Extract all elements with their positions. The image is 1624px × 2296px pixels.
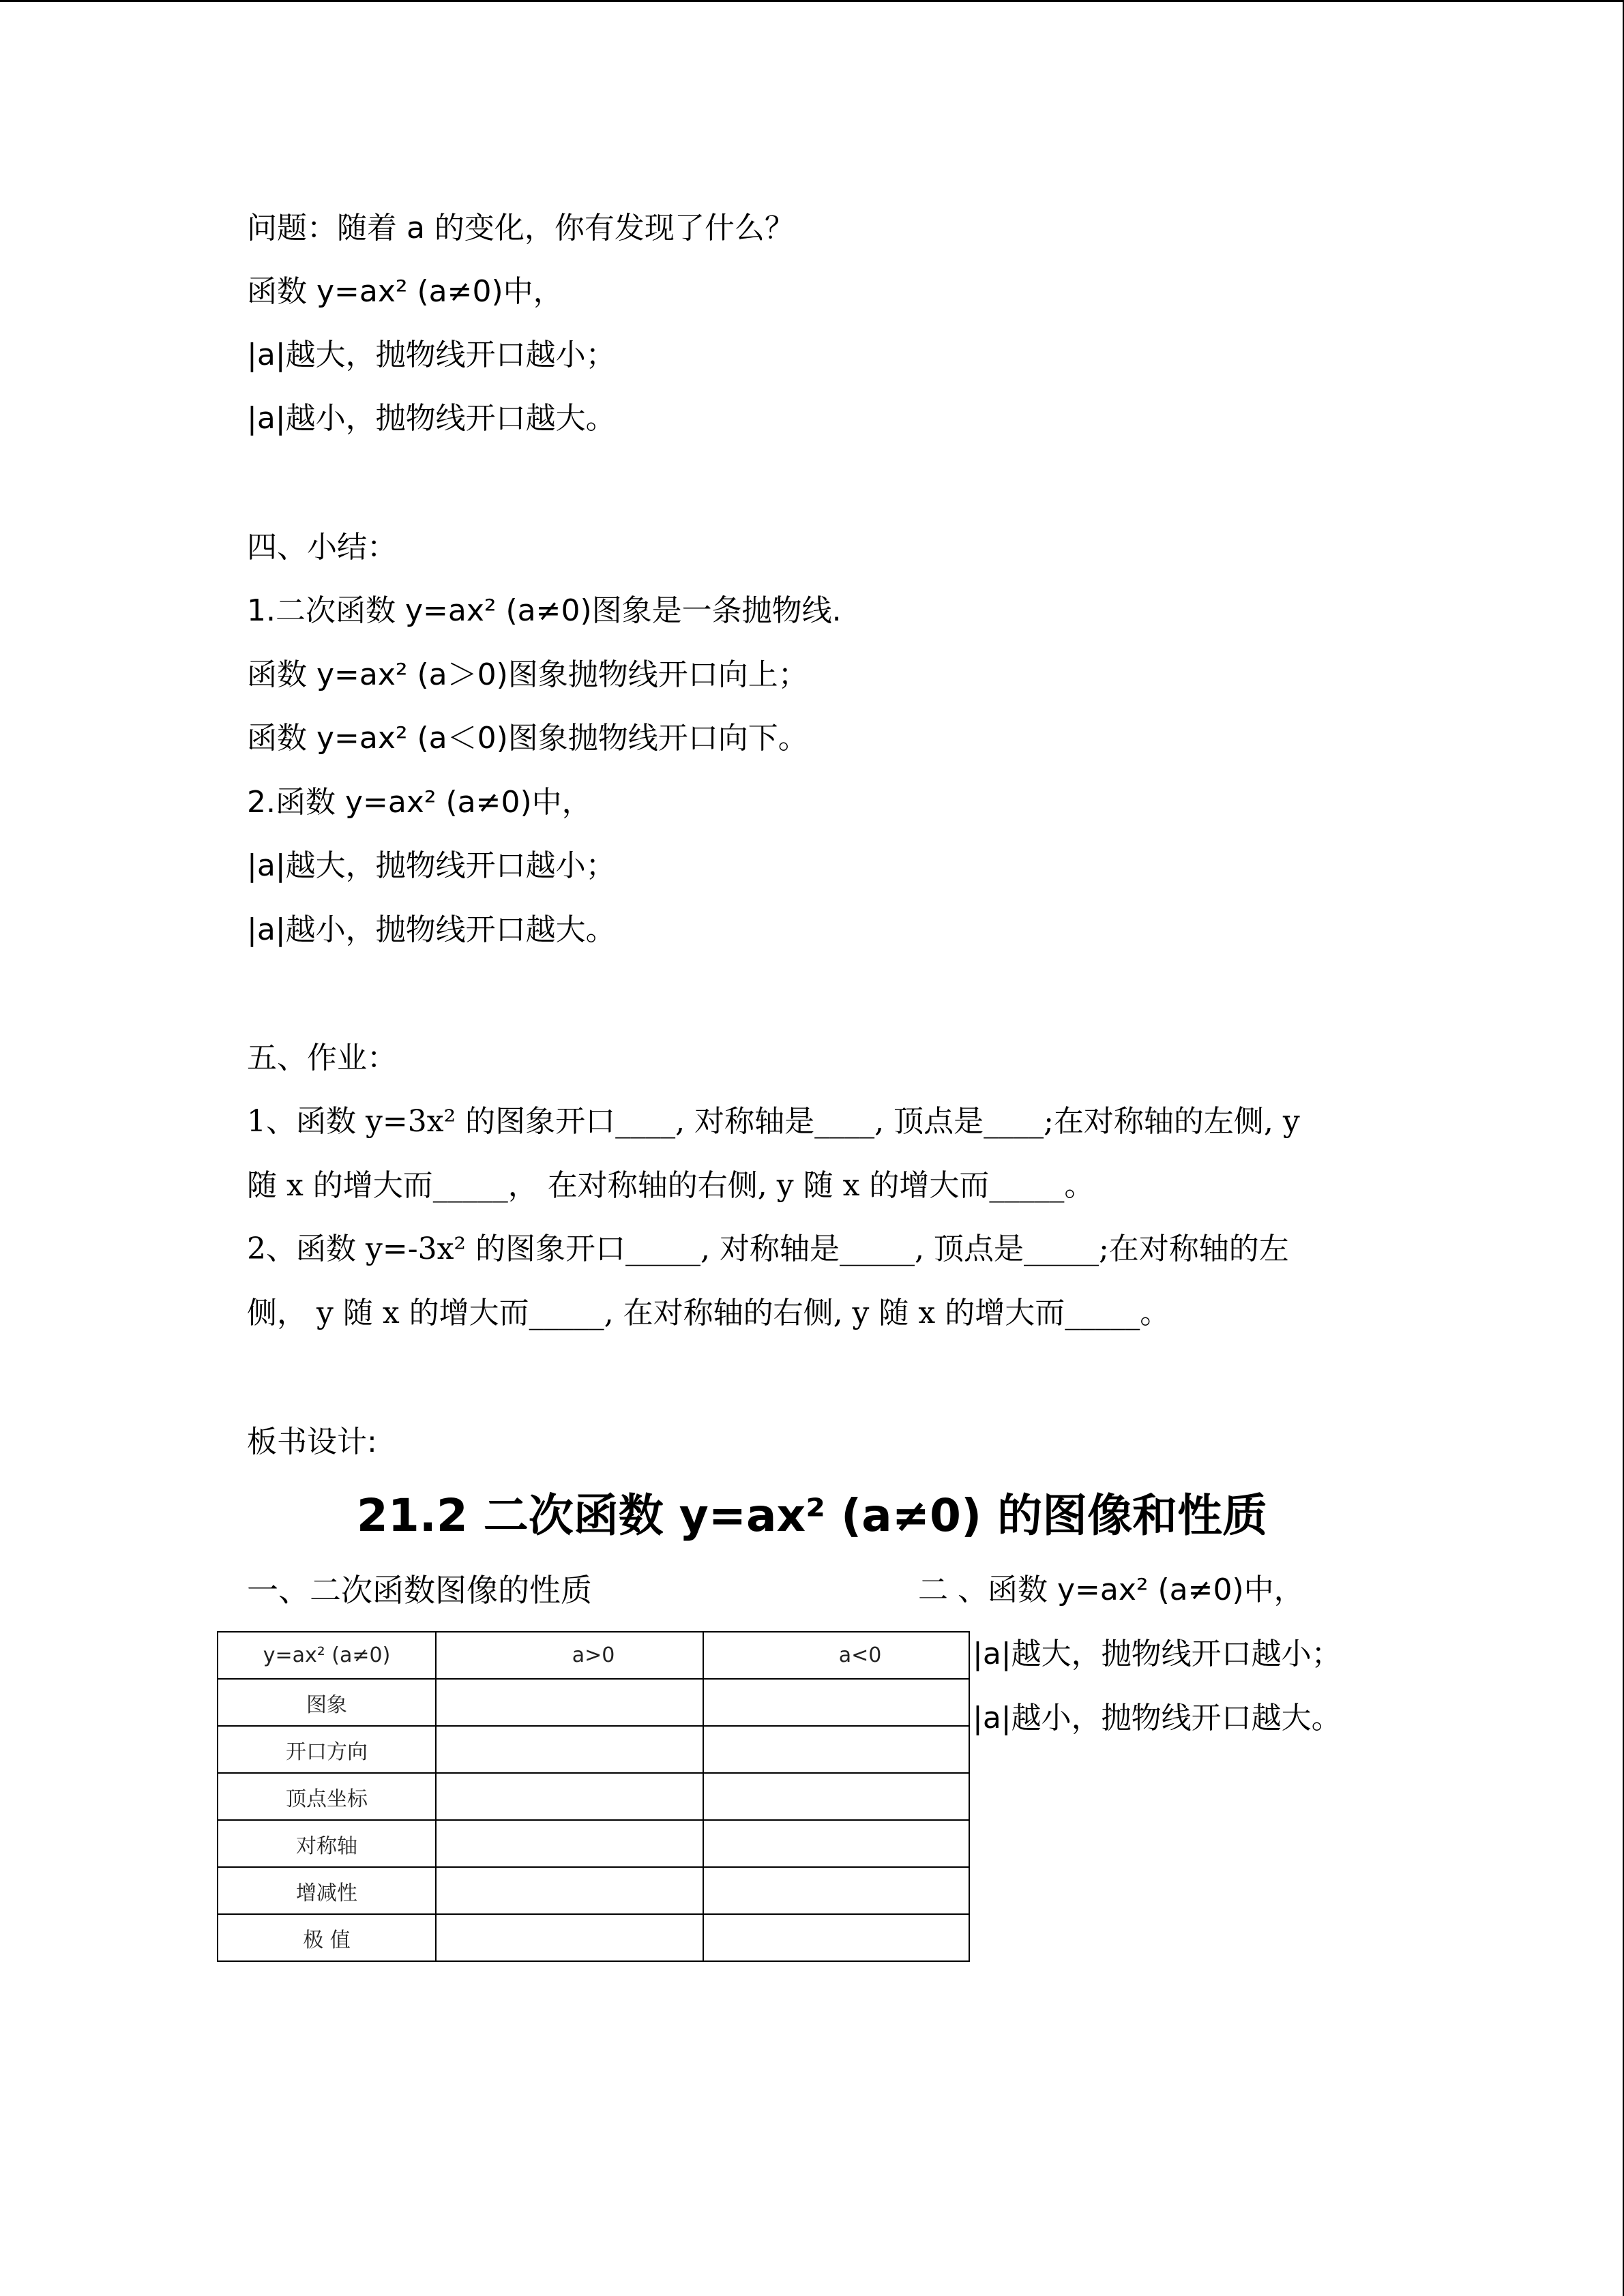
table-row-label: 极 值 — [218, 1914, 436, 1961]
table-row — [218, 1726, 969, 1773]
board-right-line-1: |a|越大，抛物线开口越小； — [973, 1637, 1342, 1671]
table-header-cell: a<0 — [703, 1632, 969, 1679]
table-cell — [436, 1726, 703, 1773]
question-line-1: 函数 y=ax² (a≠0)中， — [247, 274, 563, 309]
table-cell — [436, 1679, 703, 1726]
summary-point-2: 函数 y=ax² (a＞0)图象抛物线开口向上； — [247, 657, 808, 692]
table-row — [218, 1820, 969, 1867]
summary-point-5: |a|越大，抛物线开口越小； — [247, 848, 616, 883]
table-cell — [436, 1773, 703, 1820]
homework-q2-line-1: 2、函数 y=-3x² 的图象开口_____, 对称轴是_____, 顶点是_____;在对称轴的左 — [247, 1232, 1289, 1266]
table-cell — [703, 1867, 969, 1914]
board-right-line-2: |a|越小，抛物线开口越大。 — [973, 1701, 1342, 1735]
page-top-border — [0, 0, 1624, 2]
question-line-3: |a|越小，抛物线开口越大。 — [247, 401, 616, 436]
table-cell — [436, 1914, 703, 1961]
table-header-cell: y=ax² (a≠0) — [218, 1632, 436, 1679]
table-cell — [703, 1679, 969, 1726]
summary-point-4: 2.函数 y=ax² (a≠0)中， — [247, 785, 592, 820]
homework-heading: 五、作业： — [247, 1041, 397, 1075]
table-row-label: 图象 — [218, 1679, 436, 1726]
table-row-label: 增减性 — [218, 1867, 436, 1914]
table-cell — [436, 1867, 703, 1914]
table-cell — [703, 1726, 969, 1773]
summary-point-6: |a|越小，抛物线开口越大。 — [247, 912, 616, 947]
board-heading: 板书设计: — [247, 1425, 377, 1459]
homework-q2-line-2: 侧， y 随 x 的增大而_____, 在对称轴的右侧, y 随 x 的增大而_____。 — [247, 1296, 1170, 1330]
board-right-heading: 二 、函数 y=ax² (a≠0)中， — [918, 1572, 1304, 1607]
table-row — [218, 1867, 969, 1914]
table-row — [218, 1773, 969, 1820]
table-row-label: 顶点坐标 — [218, 1773, 436, 1820]
summary-point-3: 函数 y=ax² (a＜0)图象抛物线开口向下。 — [247, 721, 808, 756]
board-title: 21.2 二次函数 y=ax² (a≠0) 的图像和性质 — [356, 1489, 1268, 1542]
summary-heading: 四、小结： — [247, 530, 397, 565]
table-row-label: 对称轴 — [218, 1820, 436, 1867]
properties-table — [217, 1631, 970, 1962]
question-text: 问题：随着 a 的变化，你有发现了什么？ — [247, 211, 795, 245]
board-left-heading: 一、二次函数图像的性质 — [247, 1572, 592, 1609]
table-row — [218, 1914, 969, 1961]
table-cell — [703, 1820, 969, 1867]
table-cell — [703, 1914, 969, 1961]
table-header-row — [218, 1632, 969, 1679]
table-row-label: 开口方向 — [218, 1726, 436, 1773]
homework-q1-line-1: 1、函数 y=3x² 的图象开口____, 对称轴是____, 顶点是____;在对称轴的左侧, y — [247, 1104, 1300, 1139]
question-line-2: |a|越大，抛物线开口越小； — [247, 338, 616, 372]
summary-point-1: 1.二次函数 y=ax² (a≠0)图象是一条抛物线. — [247, 593, 842, 628]
table-row — [218, 1679, 969, 1726]
table-cell — [703, 1773, 969, 1820]
table-header-cell: a>0 — [436, 1632, 703, 1679]
homework-q1-line-2: 随 x 的增大而_____， 在对称轴的右侧, y 随 x 的增大而_____。 — [247, 1168, 1095, 1203]
table-cell — [436, 1820, 703, 1867]
